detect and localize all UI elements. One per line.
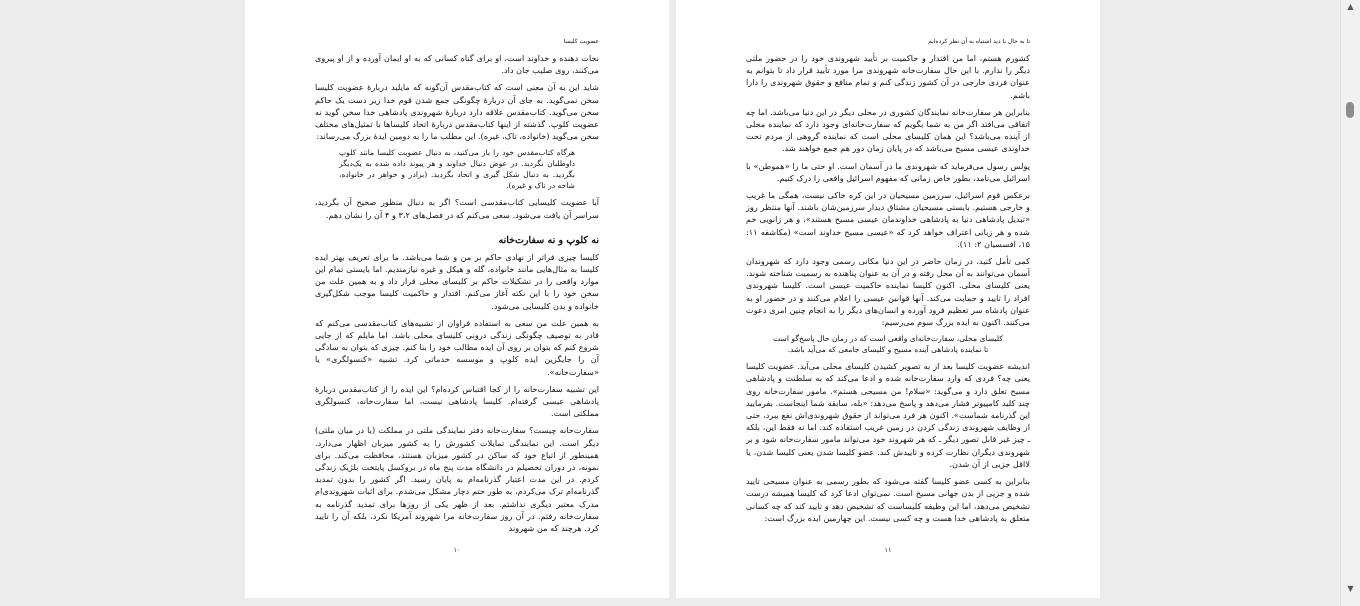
- paragraph: سفارت‌خانه چیست؟ سفارت‌خانه دفتر نمایندگی ملتی در مملکت (یا در میان ملتی) دیگر است. این نمایندگی تمایلات کشورش را به کشور میزبان اظهار می‌دارد. همینطور از اتباع خود که ساکن در کشور میزبان هستند، محافظت می‌کند. برای نمونه، در دوران تحصیلم در دانشگاه مدت پنج ماه در بروکسل پایتخت بلژیک زندگی کردم. در این مدت اعتبار گذرنامه‌ام به پایان رسید. اگر کشور را بدون تمدید گذرنامه‌ام ترک می‌کردم، به طور حتم دچار مشکل می‌شدم. برای اثبات شهروندی‌ام مدرک معتبر دیگری نداشتم. بعد از ظهر یکی از روزها برای تمدید گذرنامه به سفارت‌خانه رفتم. در آن روز سفارت‌خانه مرا شهروند آمریکا نکرد، بلکه آن را تایید کرد. هرچند که من شهروند: [315, 425, 599, 534]
- document-page-left: [245, 0, 669, 598]
- page-content: [315, 38, 599, 539]
- paragraph: کشورم هستم، اما من اقتدار و حاکمیت بر تأیید شهروندی خود را در حضور ملتی دیگر را ندارم. با این حال سفارت‌خانه شهروندی مرا مورد تأیید قرار داد تا بتوانم به عنوان فردی خارجی در آن کشور زندگی کنم و تمام منافع و حقوق شهروندی را دارا باشم.: [746, 53, 1030, 100]
- paragraph: برعکس قوم اسرائیل، سرزمین مسیحیان در این کره خاکی نیست، همگی ما غریب و خارجی هستیم. بایستی مسیحیان مشتاق دیدار سرزمین‌شان باشند. آنها منتظر روز «تبدیل پادشاهی دنیا به پادشاهی خداوندمان عیسی مسیح هستند»، و هر زانویی خم شده و هر زبانی اعتراف خواهد کرد که «عیسی مسیح خداوند است» (مکاشفه ۱۱: ۱۵، افسسیان ۲: ۱۱).: [746, 190, 1030, 249]
- page-content: [746, 38, 1030, 529]
- running-head: عضویت کلیسا: [563, 38, 599, 45]
- running-head: تا به حال با دید اشتباه به آن نظر کرده‌ایم: [928, 38, 1030, 45]
- paragraph: نجات دهنده و خداوند است، او برای گناه کسانی که به او ایمان آورده و از او پیروی می‌کنند، روی صلیب جان داد.: [315, 53, 599, 76]
- document-page-right: [676, 0, 1100, 598]
- paragraph: بنابراین هر سفارت‌خانه نمایندگان کشوری در محلی دیگر در این دنیا می‌باشد. اما چه اتفاقی می‌افتد اگر من به شما بگویم که سفارت‌خانه‌ای وجود دارد که نماینده محلی از آینده می‌باشد؟ این همان کلیسای محلی است که نماینده گروهی از مردم تحت خداوندی عیسی مسیح می‌باشد که در پایان زمان دور هم جمع خواهند شد.: [746, 106, 1030, 154]
- vertical-scrollbar[interactable]: [1340, 0, 1360, 606]
- page-number: ۱۰: [453, 546, 461, 554]
- paragraph: به همین علت من سعی به استفاده فراوان از تشبیه‌های کتاب‌مقدسی می‌کنم که قادر به توصیف چگونگی زندگی درونی کلیسای محلی باشد. اما مایلم که از جایی شروع کنم که بتوان بر روی آن ایده مطالب خود را بنا کنم. چیزی که بتوان به سادگی آن را جایگزین ایده کلوپ و موسسه خدماتی کرد. تشبیه «کنسولگری» یا «سفارت‌خانه».: [315, 317, 599, 377]
- page-number: ۱۱: [884, 546, 892, 554]
- paragraph: این تشبیه سفارت‌خانه را از کجا اقتباس کرده‌ام؟ این ایده را از کتاب‌مقدس دربارهٔ پادشاهی عیسی گرفته‌ام. کلیسا پادشاهی نیست، اما سفارت‌خانه، کنسولگری مملکتی است.: [315, 383, 599, 419]
- paragraph: شاید این به آن معنی است که کتاب‌مقدس آن‌گونه که مایلید دربارهٔ عضویت کلیسا سخن نمی‌گوید. به جای آن دربارهٔ چگونگی جمع شدن قوم خدا زیر دست یک حاکم سخن می‌گوید. کتاب‌مقدس علاقه دارد دربارهٔ شهروندی پادشاهی خدا سخن گوید نه عضویت کلوپ. گذشته از اینها کتاب‌مقدس دربارهٔ اتحاد کلیساها با تمثیل‌های مختلف سخن می‌گوید (خانواده، تاک، غیره). این مطلب ما را به دومین ایدهٔ بزرگ می‌رساند:: [315, 82, 599, 142]
- scroll-up-arrow-icon[interactable]: ▲: [1347, 2, 1354, 11]
- block-quote: هرگاه کتاب‌مقدس خود را باز می‌کنید، به دنبال عضویت کلیسا مانند کلوپ داوطلبان نگردید. در عوض دنبال خداوند و هر پیوند داده شده به یک‌دیگر بگردید. به دنبال شکل گیری و اتحاد بگردید. (برادر و خواهر در خانواده، شاخه در تاک و غیره).: [339, 148, 575, 191]
- section-heading: نه کلوپ و نه سفارت‌خانه: [498, 234, 599, 246]
- scrollbar-thumb[interactable]: [1346, 102, 1354, 118]
- paragraph: کلیسا چیزی فراتر از نهادی حاکم بر من و شما می‌باشد. ما برای تعریف بهتر ایده کلیسا به مثال‌هایی مانند خانواده، گله و هیکل و غیره نیازمندیم. اما بایستی تمام این موارد واقعی را در تشکیلات حاکم بر کلیسای محلی قرار داد و به همین علت من سخن خود را با این نکته آغاز می‌کنم. اقتدار و حاکمیت کلیسا موجب شکل‌گیری خانواده و بدن کلیسایی می‌شود.: [315, 251, 599, 311]
- paragraph: آیا عضویت کلیسایی کتاب‌مقدسی است؟ اگر به دنبال منظور صحیح آن بگردید، سراسر آن یافت می‌شود. سعی می‌کنم که در فصل‌های ۳،۲ و ۴ آن را نشان دهم.: [315, 197, 599, 220]
- block-quote: کلیسای محلی، سفارت‌خانه‌ای واقعی است که در زمان حال پاسخ‌گو است تا نماینده پادشاهی آینده مسیح و کلیسای جامعی که می‌آید باشد.: [773, 334, 1003, 355]
- paragraph: کمی تأمل کنید، در زمان حاضر در این دنیا مکانی رسمی وجود دارد که شهروندان آسمان می‌توانند به آن محل رفته و در آن به عنوان پناهنده به رسمیت شناخته شوند. یعنی کلیسای محلی. اکنون کلیسا نماینده حاکمیت عیسی است. کلیسا شهروندی افراد را تایید و حمایت می‌کند. آنها قوانین عیسی را اعلام می‌کنند و در حضور او به عنوان پادشاه سر تعظیم فرود آورده و انسان‌های دیگر را به انجام چنین امری دعوت می‌کنند. اکنون به ایده بزرگ سوم می‌رسیم:: [746, 256, 1030, 328]
- scroll-down-arrow-icon[interactable]: ▼: [1347, 584, 1354, 593]
- paragraph: بنابراین به کسی عضو کلیسا گفته می‌شود که بطور رسمی به عنوان مسیحی تایید شده و جزیی از بدن جهانی مسیح است. نمی‌توان ادعا کرد که کلیسا همیشه درست تشخیص می‌دهد، اما این وظیفه کلیساست که تشخیص دهد و تایید کند که چه کسانی متعلق به پادشاهی خدا هست و چه کسی نیست. این چهارمین ایده بزرگ است:: [746, 476, 1030, 523]
- paragraph: اندیشه عضویت کلیسا بعد از به تصویر کشیدن کلیسای محلی می‌آید. عضویت کلیسا یعنی چه؟ فردی که وارد سفارت‌خانه شده و ادعا می‌کند که به سلطنت و پادشاهی مسیح تعلق دارد و می‌گوید: «سلام! من مسیحی هستم». مامور سفارت‌خانه روی چند کلید کامپیوتر فشار می‌دهد و پاسخ می‌دهد: «بله، سابقه شما اینجاست. بفرمایید این گذرنامه شماست». اکنون هر فرد می‌تواند از حقوق شهروندی‌اش نفع ببرد، حتی از وظایف شهروندی زندگی کردن در زمین غریب استفاده کند. اما نه فقط این، بلکه ـ چیز غیر قابل تصور دیگر ـ که هر شهروند خود می‌تواند مامور سفارت‌خانه شود و بر شهروندی دیگران نظارت کرده و تاییدش کند. عضو کلیسا شدن یعنی کلیسا شدن، یا لااقل جزیی از آن شدن.: [746, 361, 1030, 469]
- paragraph: پولس رسول می‌فرماید که شهروندی ما در آسمان است. او حتی ما را «هموطن» با اسرائیل می‌نامد، بطور خاص زمانی که مفهوم اسرائیل واقعی را درک کنیم.: [746, 160, 1030, 183]
